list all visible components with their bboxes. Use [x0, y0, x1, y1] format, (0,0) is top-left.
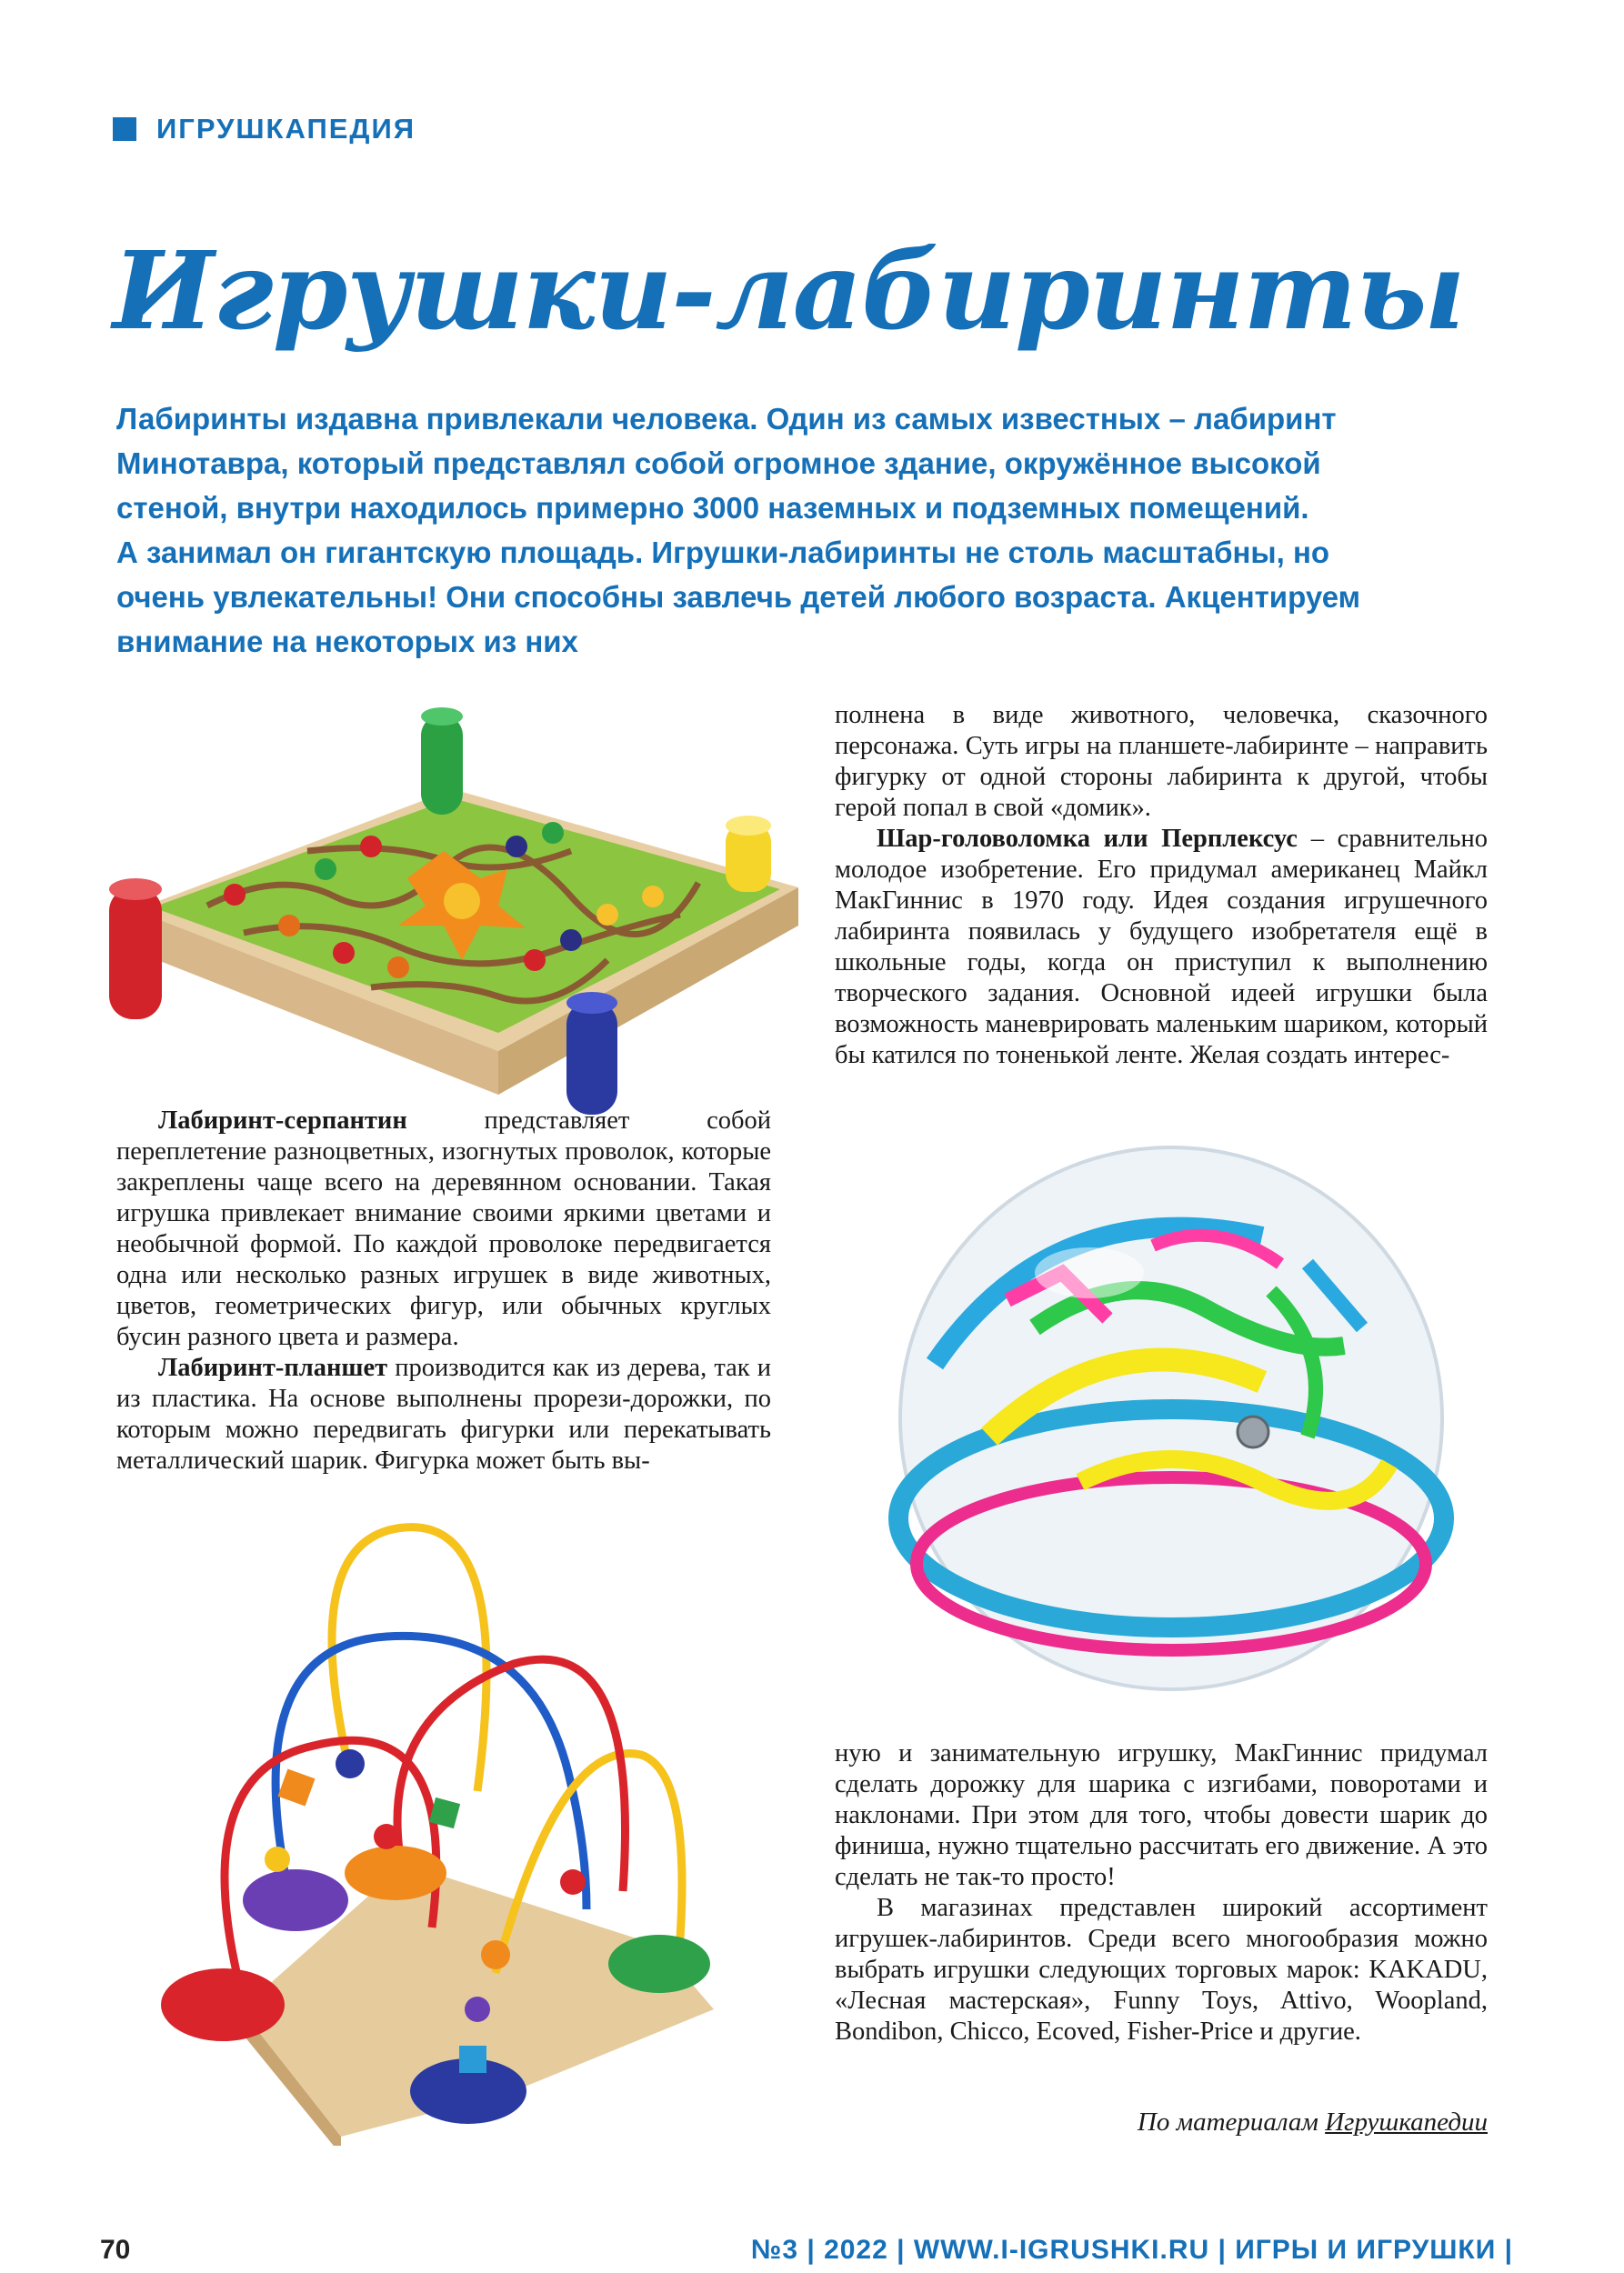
lead-line: внимание на некоторых из них — [116, 625, 578, 658]
term-planshet: Лабиринт-планшет — [158, 1354, 388, 1382]
lead-line: Лабиринты издавна привлекали человека. Один из самых известных – лабиринт — [116, 402, 1337, 436]
source-credit — [1138, 2108, 1488, 2138]
article-lead — [116, 396, 1535, 664]
labyrinth-board-photo — [98, 687, 817, 1124]
paragraph — [116, 1353, 771, 1477]
lead-line: стеной, внутри находилось примерно 3000 наземных и подземных помещений. — [116, 491, 1309, 525]
lead-line: А занимал он гигантскую площадь. Игрушки-лабиринты не столь масштабны, но — [116, 536, 1330, 569]
paragraph: В магазинах представлен широкий ассортимент игрушек-лабиринтов. Среди всего многообразия можно выбрать игрушки следующих торговых марок: KAKADU, «Лесная мастерская», Funny Toys, Attivo, Woopland, Bondibon, Chicco, Ecoved, Fisher-Price и другие. — [835, 1894, 1488, 2046]
article-column-right-bottom — [835, 1738, 1488, 2048]
article-title: Игрушки-лабиринты — [113, 227, 1465, 354]
credit-prefix: По материалам — [1137, 2108, 1326, 2137]
paragraph — [835, 824, 1488, 1071]
paragraph: полнена в виде животного, человечка, сказочного персонажа. Суть игры на планшете-лабиринте – направить фигурку от одной стороны лабиринта к другой, чтобы герой попал в свой «домик». — [835, 701, 1488, 822]
article-column-right-top — [835, 700, 1488, 1071]
paragraph-text: представляет собой переплетение разноцветных, изогнутых проволок, которые закреплены чаще всего на деревянном основании. Такая игрушка привлекает внимание своими яркими цветами и необычной формой. По каждой проволоке передвигается одна или несколько разных игрушек в виде животных, цветов, геометрических фигур, или обычных круглых бусин разного цвета и размера. — [116, 1106, 771, 1351]
page-number: 70 — [100, 2235, 131, 2265]
section-label: ИГРУШКАПЕДИЯ — [156, 113, 416, 145]
section-tag — [113, 113, 416, 145]
lead-line: очень увлекательны! Они способны завлечь детей любого возраста. Акцентируем — [116, 580, 1361, 614]
bead-maze-photo — [132, 1500, 741, 2146]
lead-line: Минотавра, который представлял собой огромное здание, окружённое высокой — [116, 446, 1321, 480]
section-square-icon — [113, 117, 136, 141]
perplexus-ball-photo — [880, 1136, 1462, 1700]
paragraph: ную и занимательную игрушку, МакГиннис придумал сделать дорожку для шарика с изгибами, поворотами и наклонами. При этом для того, чтобы довести шарик до финиша, нужно тщательно рассчитать его движение. А это сделать не так-то просто! — [835, 1739, 1488, 1891]
paragraph-text: производится как из дерева, так и из пластика. На основе выполнены прорези-дорожки, по которым можно передвигать фигурки или перекатывать металлический шарик. Фигурка может быть вы- — [116, 1354, 771, 1475]
credit-link[interactable]: Игрушкапедии — [1325, 2108, 1488, 2137]
paragraph — [116, 1106, 771, 1353]
footer-info: №3 | 2022 | WWW.I-IGRUSHKI.RU | ИГРЫ И ИГРУШКИ | — [750, 2235, 1513, 2265]
term-serpantin: Лабиринт-серпантин — [158, 1106, 407, 1135]
article-column-left — [116, 1106, 771, 1477]
term-perplexus: Шар-головоломка или Перплексус — [877, 825, 1298, 853]
paragraph-text: – сравнительно молодое изобретение. Его придумал американец Майкл МакГиннис в 1970 году. Идея создания игрушечного лабиринта появилась у будущего изобретателя ещё в школьные годы, когда он приступил к выполнению творческого задания. Основной идеей игрушки была возможность маневрировать маленьким шариком, который бы катился по тоненькой ленте. Желая создать интерес- — [835, 825, 1489, 1069]
